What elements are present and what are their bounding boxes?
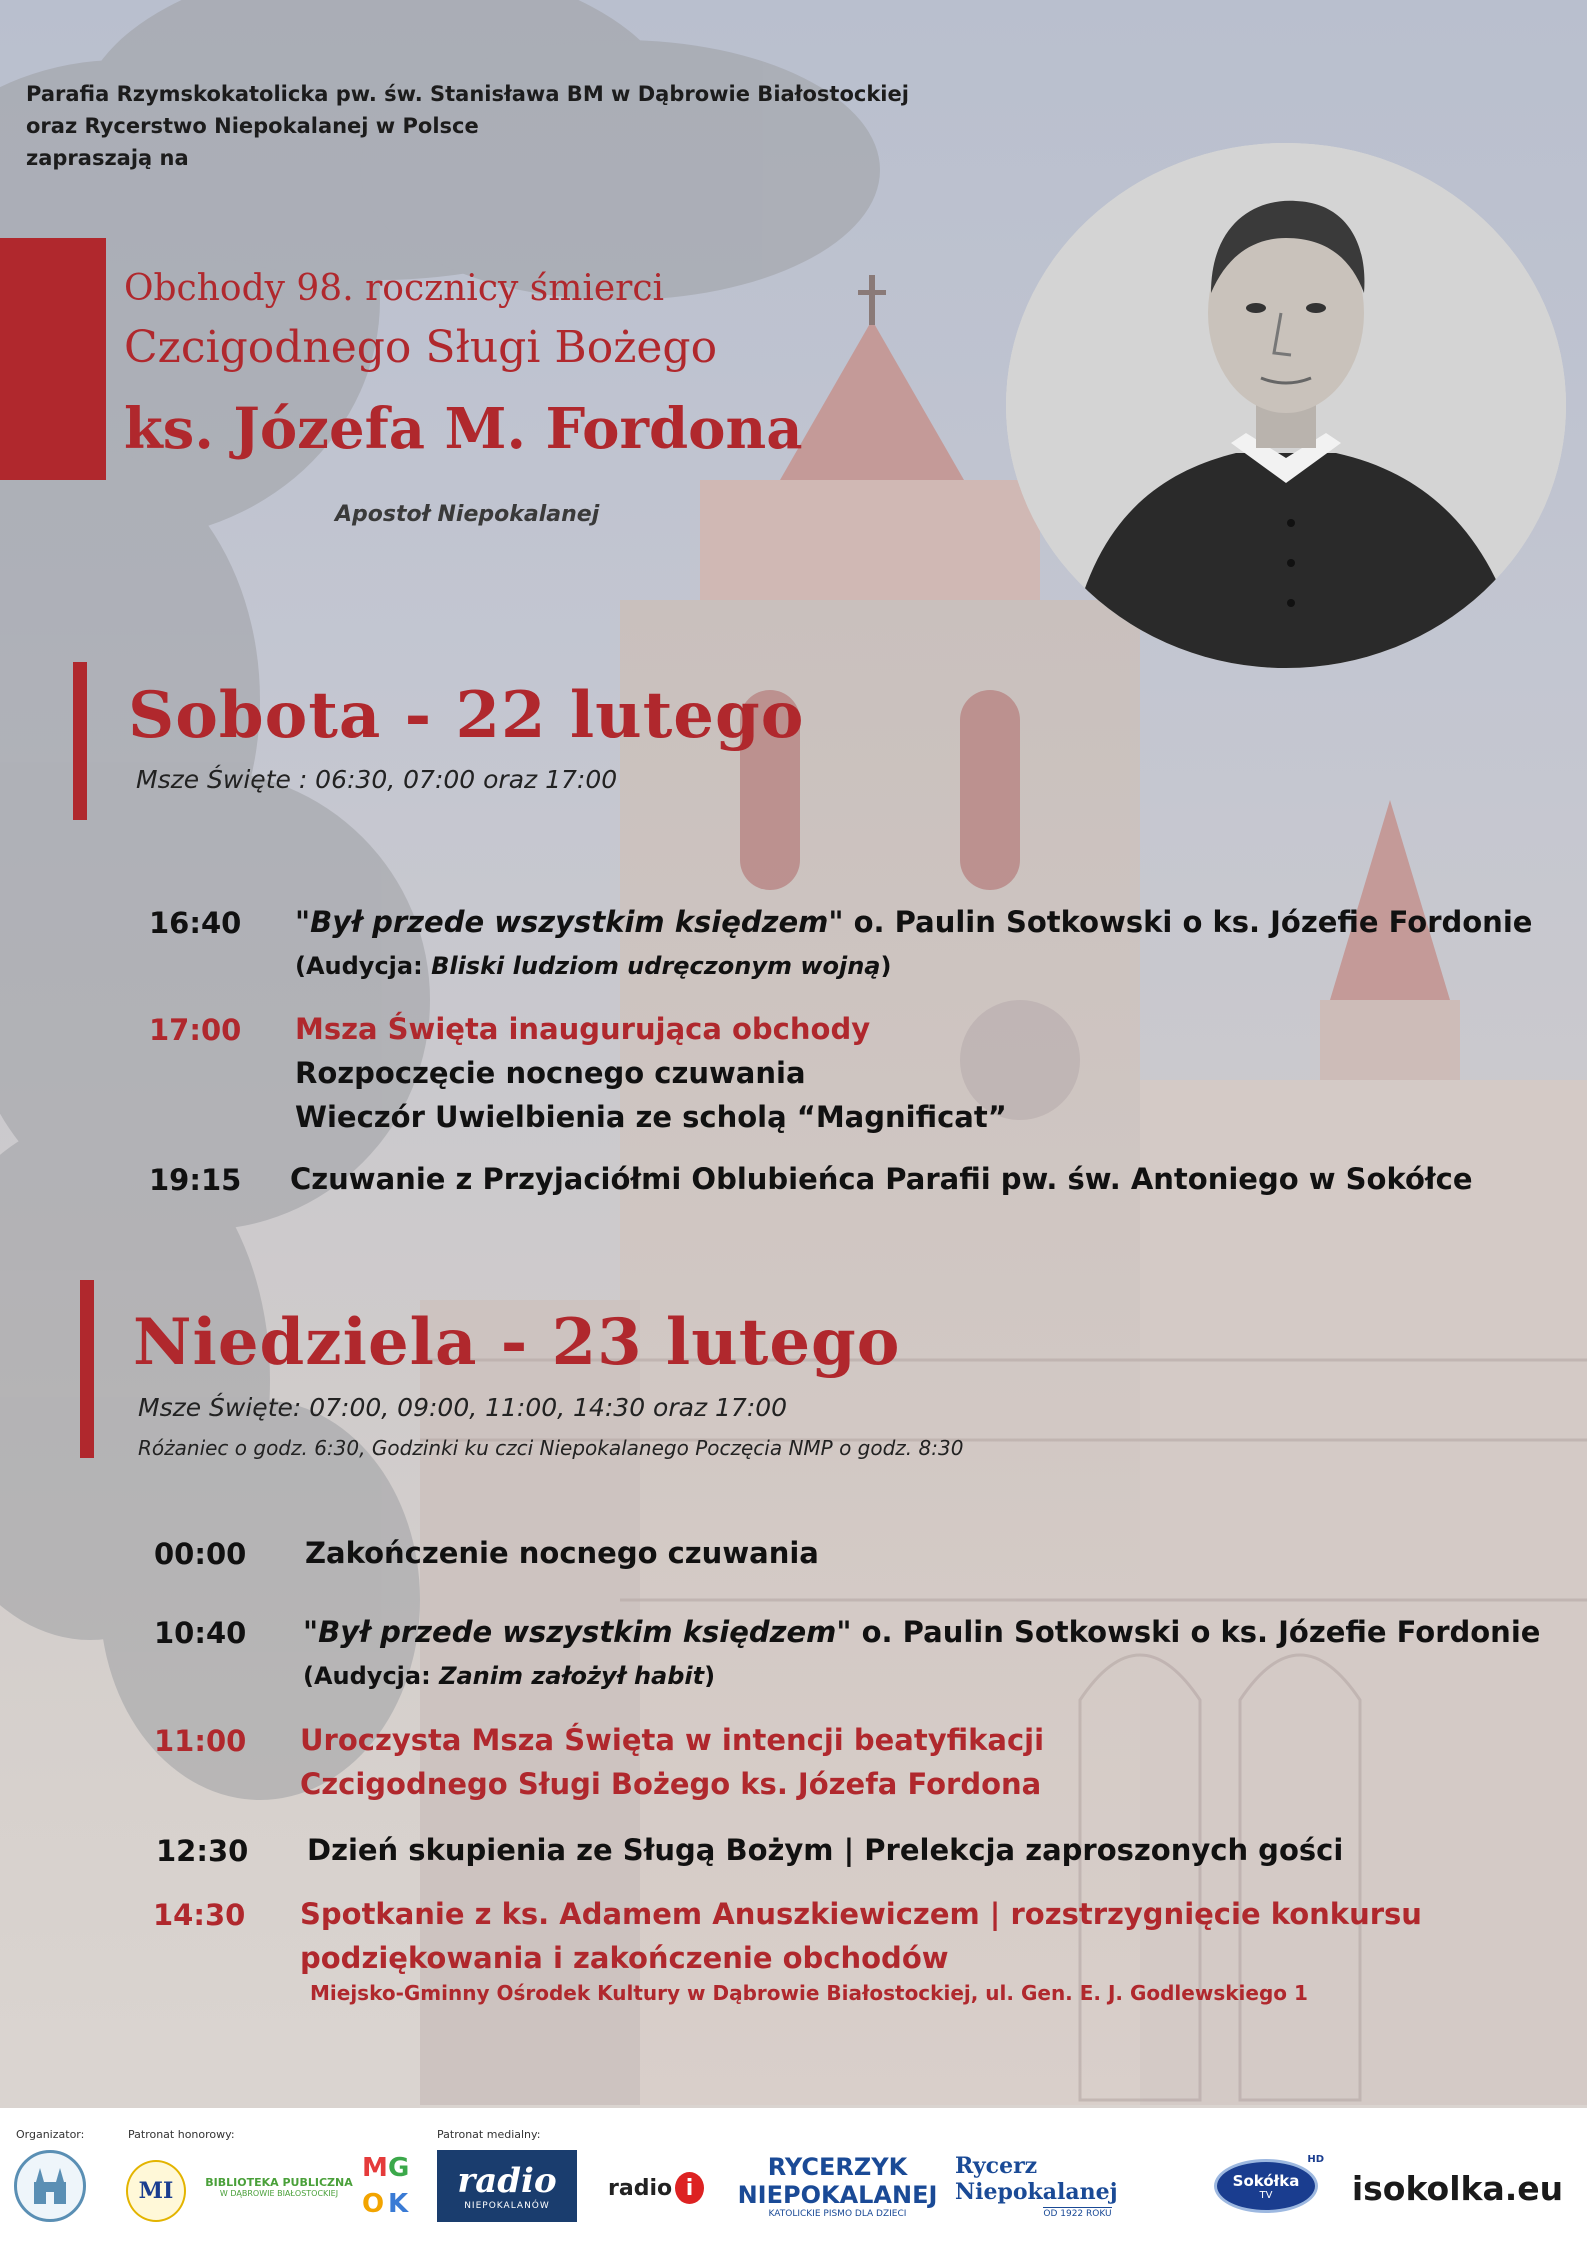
event-time: 16:40	[149, 906, 242, 940]
event-sub-prefix: (Audycja:	[295, 952, 432, 980]
event-description	[295, 900, 1532, 988]
event-text: Czuwanie z Przyjaciółmi Oblubieńca Parafii pw. św. Antoniego w Sokółce	[290, 1162, 1473, 1196]
event-time: 11:00	[154, 1724, 247, 1758]
event-time: 12:30	[156, 1834, 249, 1868]
sunday-accent-bar	[80, 1280, 94, 1458]
sokolka-text: Sokółka	[1232, 2171, 1300, 2190]
event-text: Zakończenie nocnego czuwania	[305, 1536, 819, 1570]
intro-text	[26, 78, 909, 174]
rycerz-line-1: Rycerz Niepokalanej	[955, 2153, 1118, 2205]
library-logo	[205, 2160, 353, 2214]
event-sub-suffix: )	[704, 1662, 716, 1690]
honor-patronage-label: Patronat honorowy:	[128, 2128, 235, 2141]
title-line-2: Czcigodnego Sługi Bożego	[124, 322, 718, 373]
event-sub-title: Zanim założył habit	[439, 1662, 705, 1690]
sokolka-hd-text: HD	[1307, 2154, 1324, 2165]
rycerzyk-sub: KATOLICKIE PISMO DLA DZIECI	[768, 2209, 907, 2219]
event-text: Dzień skupienia ze Sługą Bożym | Prelekcja zaproszonych gości	[307, 1833, 1344, 1867]
saturday-masses: Msze Święte : 06:30, 07:00 oraz 17:00	[136, 765, 618, 794]
event-sub-suffix: )	[880, 952, 892, 980]
mgok-letter: M	[362, 2153, 388, 2183]
event-time: 00:00	[154, 1537, 247, 1571]
library-logo-line-1: BIBLIOTEKA PUBLICZNA	[205, 2176, 353, 2189]
radio-niepokalanow-sub: NIEPOKALANÓW	[464, 2201, 550, 2211]
sokolka-tv-logo	[1206, 2150, 1326, 2222]
event-text: Msza Święta inaugurująca obchody	[295, 1012, 871, 1046]
event-description	[300, 1718, 1044, 1806]
event-time: 19:15	[149, 1163, 242, 1197]
event-text: Uroczysta Msza Święta w intencji beatyfikacji	[300, 1723, 1045, 1757]
event-text: Rozpoczęcie nocnego czuwania	[295, 1056, 806, 1090]
rycerzyk-line-1: RYCERZYK	[767, 2153, 908, 2181]
mi-logo	[126, 2160, 186, 2222]
event-text: o. Paulin Sotkowski o ks. Józefie Fordonie	[843, 905, 1533, 939]
media-patronage-label: Patronat medialny:	[437, 2128, 541, 2141]
isokolka-logo	[1345, 2160, 1570, 2216]
event-description	[300, 1892, 1422, 1980]
event-time: 10:40	[154, 1616, 247, 1650]
rycerz-sub: OD 1922 ROKU	[1043, 2209, 1112, 2219]
mgok-letter: O	[362, 2189, 385, 2219]
sunday-title: Niedziela - 23 lutego	[133, 1305, 901, 1380]
mgok-logo	[362, 2150, 414, 2222]
event-description	[303, 1610, 1540, 1698]
radio-niepokalanow-logo	[437, 2150, 577, 2222]
title-line-1: Obchody 98. rocznicy śmierci	[124, 268, 665, 309]
radio-i-text: radio	[608, 2175, 673, 2201]
saturday-accent-bar	[73, 662, 87, 820]
event-text: Spotkanie z ks. Adamem Anuszkiewiczem | rozstrzygnięcie konkursu	[300, 1897, 1422, 1931]
radio-niepokalanow-text: radio	[457, 2161, 557, 2201]
rycerzyk-line-2: NIEPOKALANEJ	[737, 2181, 938, 2209]
radio-i-logo	[608, 2160, 704, 2216]
sunday-rozaniec: Różaniec o godz. 6:30, Godzinki ku czci Niepokalanego Poczęcia NMP o godz. 8:30	[138, 1436, 964, 1460]
event-time: 17:00	[149, 1013, 242, 1047]
event-venue: Miejsko-Gminny Ośrodek Kultury w Dąbrowie Białostockiej, ul. Gen. E. J. Godlewskiego 1	[310, 1981, 1308, 2005]
mgok-letter: K	[388, 2189, 409, 2219]
sokolka-tv-text: TV	[1259, 2189, 1273, 2201]
intro-line-3: zapraszają na	[26, 146, 189, 170]
priest-portrait	[1006, 143, 1566, 668]
title-subtitle: Apostoł Niepokalanej	[335, 502, 600, 527]
event-quote: "Był przede wszystkim księdzem"	[303, 1615, 852, 1649]
event-time: 14:30	[153, 1898, 246, 1932]
sunday-masses: Msze Święte: 07:00, 09:00, 11:00, 14:30 oraz 17:00	[138, 1393, 788, 1422]
event-sub-prefix: (Audycja:	[303, 1662, 440, 1690]
library-logo-line-2: W DĄBROWIE BIAŁOSTOCKIEJ	[219, 2189, 339, 2198]
event-quote: "Był przede wszystkim księdzem"	[295, 905, 844, 939]
event-text: podziękowania i zakończenie obchodów	[300, 1941, 949, 1975]
organizer-label: Organizator:	[16, 2128, 85, 2141]
rycerz-niepokalanej-logo	[955, 2153, 1200, 2219]
church-icon	[28, 2164, 72, 2208]
isokolka-text: isokolka.eu	[1351, 2168, 1564, 2208]
event-text: Czcigodnego Sługi Bożego ks. Józefa Fordona	[300, 1767, 1042, 1801]
title-line-3: ks. Józefa M. Fordona	[124, 396, 803, 462]
event-text: Wieczór Uwielbienia ze scholą “Magnificat”	[295, 1100, 1007, 1134]
intro-line-2: oraz Rycerstwo Niepokalanej w Polsce	[26, 114, 479, 138]
parish-seal-logo	[14, 2150, 86, 2222]
mi-logo-text: MI	[138, 2178, 174, 2204]
saturday-title: Sobota - 22 lutego	[128, 678, 805, 753]
event-sub-title: Bliski ludziom udręczonym wojną	[431, 952, 881, 980]
intro-line-1: Parafia Rzymskokatolicka pw. św. Stanisława BM w Dąbrowie Białostockiej	[26, 82, 909, 106]
radio-i-mark: i	[675, 2172, 704, 2204]
event-text: o. Paulin Sotkowski o ks. Józefie Fordonie	[851, 1615, 1541, 1649]
title-accent-bar	[0, 238, 106, 480]
rycerzyk-logo	[730, 2150, 945, 2222]
mgok-letter: G	[388, 2153, 410, 2183]
event-description	[295, 1007, 1007, 1139]
